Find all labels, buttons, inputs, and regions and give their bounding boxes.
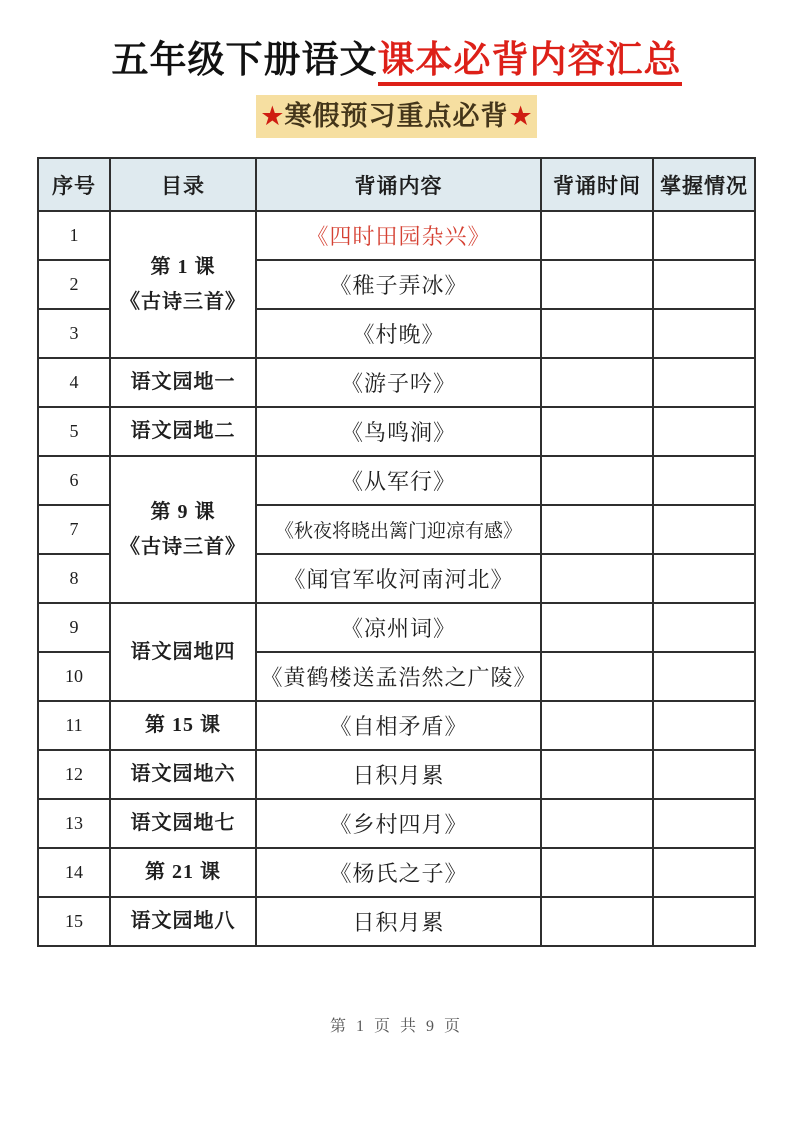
table-row (38, 211, 755, 260)
cell-time (541, 603, 653, 652)
cell-status (653, 358, 755, 407)
cell-content: 日积月累 (256, 750, 541, 799)
cell-content: 《稚子弄冰》 (256, 260, 541, 309)
cell-time (541, 211, 653, 260)
cell-number: 14 (38, 848, 110, 897)
cell-catalog (110, 799, 256, 848)
cell-status (653, 603, 755, 652)
cell-content: 《游子吟》 (256, 358, 541, 407)
cell-time (541, 260, 653, 309)
cell-catalog (110, 456, 256, 603)
catalog-line: 《古诗三首》 (120, 535, 246, 558)
cell-time (541, 358, 653, 407)
cell-status (653, 652, 755, 701)
star-icon-left: ★ (260, 100, 285, 131)
cell-time (541, 750, 653, 799)
title-red-part: 课本必背内容汇总 (378, 40, 682, 86)
cell-status (653, 260, 755, 309)
cell-content: 《闻官军收河南河北》 (256, 554, 541, 603)
page-title (0, 36, 793, 86)
cell-number: 2 (38, 260, 110, 309)
table-row (38, 897, 755, 946)
catalog-line: 第 15 课 (145, 714, 221, 737)
subtitle-text: 寒假预习重点必背 (284, 100, 509, 131)
catalog-line: 语文园地六 (130, 763, 236, 786)
cell-status (653, 309, 755, 358)
catalog-line: 第 21 课 (145, 861, 221, 884)
catalog-line: 《古诗三首》 (120, 290, 246, 313)
cell-time (541, 799, 653, 848)
cell-time (541, 456, 653, 505)
cell-time (541, 848, 653, 897)
cell-number: 15 (38, 897, 110, 946)
cell-status (653, 701, 755, 750)
cell-catalog (110, 848, 256, 897)
header-row (38, 158, 755, 211)
cell-content: 《乡村四月》 (256, 799, 541, 848)
star-icon-right: ★ (508, 100, 533, 131)
cell-time (541, 652, 653, 701)
cell-time (541, 701, 653, 750)
cell-content: 《村晚》 (256, 309, 541, 358)
header-number: 序号 (38, 158, 110, 211)
header-time: 背诵时间 (541, 158, 653, 211)
cell-catalog (110, 358, 256, 407)
cell-status (653, 799, 755, 848)
cell-status (653, 407, 755, 456)
table-body (38, 211, 755, 946)
cell-content: 《从军行》 (256, 456, 541, 505)
cell-number: 1 (38, 211, 110, 260)
recitation-table (37, 157, 756, 947)
catalog-line: 语文园地八 (130, 910, 236, 933)
catalog-line: 语文园地一 (130, 371, 236, 394)
cell-catalog (110, 701, 256, 750)
cell-content: 《四时田园杂兴》 (256, 211, 541, 260)
catalog-line: 语文园地七 (130, 812, 236, 835)
cell-time (541, 897, 653, 946)
cell-status (653, 848, 755, 897)
table-row (38, 358, 755, 407)
cell-number: 12 (38, 750, 110, 799)
cell-number: 3 (38, 309, 110, 358)
header-status: 掌握情况 (653, 158, 755, 211)
cell-number: 10 (38, 652, 110, 701)
cell-number: 5 (38, 407, 110, 456)
cell-status (653, 456, 755, 505)
cell-content: 《自相矛盾》 (256, 701, 541, 750)
table-row (38, 701, 755, 750)
table-row (38, 603, 755, 652)
cell-time (541, 505, 653, 554)
cell-status (653, 211, 755, 260)
cell-time (541, 407, 653, 456)
cell-catalog (110, 407, 256, 456)
title-black-part: 五年级下册语文 (111, 40, 378, 81)
subtitle-banner (256, 95, 536, 138)
subtitle-banner-row (0, 95, 793, 138)
cell-content: 日积月累 (256, 897, 541, 946)
header-catalog: 目录 (110, 158, 256, 211)
cell-number: 11 (38, 701, 110, 750)
cell-content: 《凉州词》 (256, 603, 541, 652)
cell-time (541, 309, 653, 358)
catalog-line: 第 9 课 (150, 500, 216, 523)
cell-catalog (110, 211, 256, 358)
catalog-line: 第 1 课 (150, 255, 216, 278)
table-row (38, 799, 755, 848)
table-header (38, 158, 755, 211)
catalog-line: 语文园地二 (130, 420, 236, 443)
cell-time (541, 554, 653, 603)
cell-content: 《黄鹤楼送孟浩然之广陵》 (256, 652, 541, 701)
cell-status (653, 554, 755, 603)
cell-status (653, 897, 755, 946)
cell-content: 《秋夜将晓出篱门迎凉有感》 (256, 505, 541, 554)
cell-number: 13 (38, 799, 110, 848)
header-content: 背诵内容 (256, 158, 541, 211)
cell-number: 9 (38, 603, 110, 652)
cell-number: 6 (38, 456, 110, 505)
cell-catalog (110, 603, 256, 701)
table-row (38, 456, 755, 505)
table-row (38, 848, 755, 897)
cell-content: 《鸟鸣涧》 (256, 407, 541, 456)
cell-status (653, 750, 755, 799)
cell-catalog (110, 750, 256, 799)
table-row (38, 407, 755, 456)
cell-number: 4 (38, 358, 110, 407)
cell-content: 《杨氏之子》 (256, 848, 541, 897)
cell-status (653, 505, 755, 554)
page-footer: 第 1 页 共 9 页 (329, 1018, 463, 1036)
cell-number: 7 (38, 505, 110, 554)
catalog-line: 语文园地四 (130, 640, 236, 663)
cell-number: 8 (38, 554, 110, 603)
table-row (38, 750, 755, 799)
cell-catalog (110, 897, 256, 946)
